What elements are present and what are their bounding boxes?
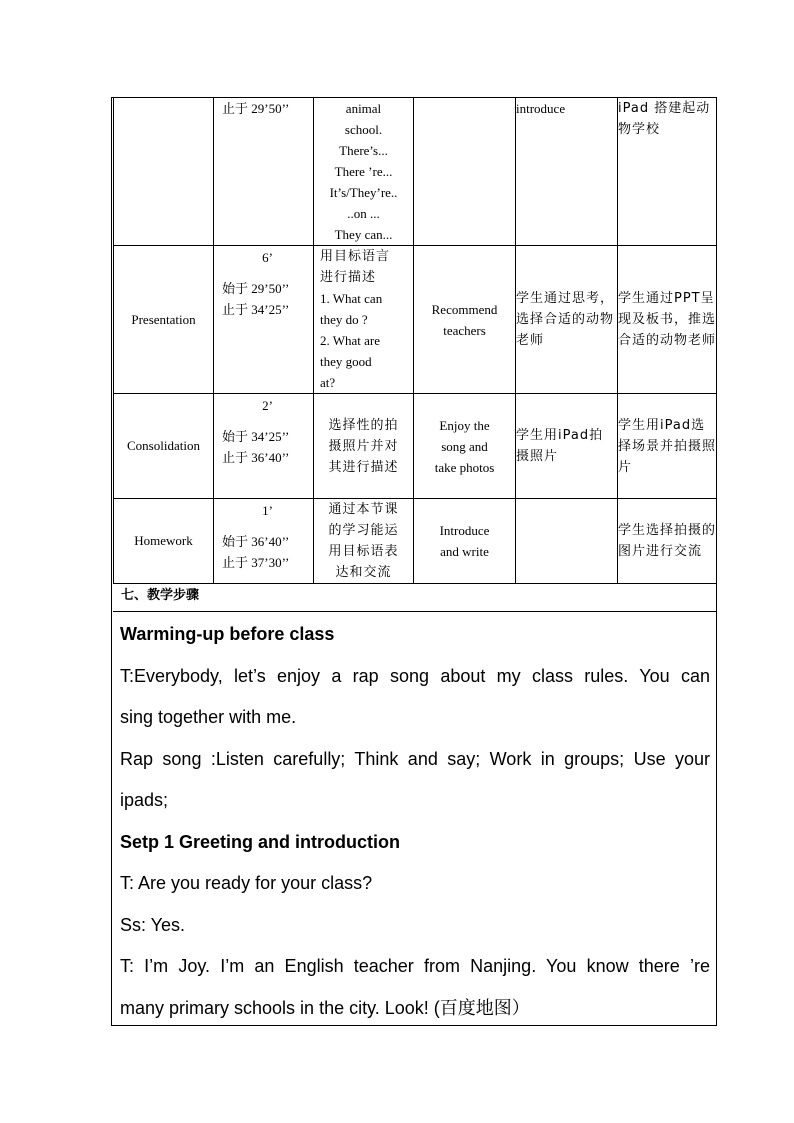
content-cell	[314, 499, 414, 584]
activity-line: song and	[441, 438, 488, 454]
design-intent: 学生用iPad选择场景并拍摄照片	[618, 417, 717, 475]
content-cell	[314, 394, 414, 499]
design-intent-cell	[618, 98, 717, 246]
student-activity-cell	[516, 98, 618, 246]
student-activity-cell	[516, 246, 618, 394]
content-line: 其进行描述	[328, 459, 399, 475]
time-end: 止于 37’30’’	[222, 555, 290, 570]
design-intent-cell	[618, 394, 717, 499]
content-line: 用目标语言	[320, 249, 391, 264]
stage-label: Homework	[134, 533, 193, 548]
time-duration: 2’	[262, 398, 273, 413]
section-title: 七、教学步骤	[113, 580, 716, 612]
content-line: school.	[344, 122, 383, 137]
design-intent-cell	[618, 499, 717, 584]
design-intent: 学生选择拍摄的图片进行交流	[618, 523, 717, 559]
content-line: 达和交流	[335, 565, 392, 580]
design-intent-cell	[618, 246, 717, 394]
step-line: T: Are you ready for your class?	[120, 873, 373, 893]
time-cell	[214, 246, 314, 394]
activity-line: teachers	[443, 322, 486, 338]
time-start: 始于 29’50’’	[222, 281, 290, 296]
student-activity: 学生通过思考，选择合适的动物老师	[516, 291, 615, 348]
content-line: ..on ...	[347, 206, 380, 221]
time-end: 止于 36’40’’	[222, 450, 290, 465]
step-line: Rap song :Listen carefully; Think and say; Work in groups; Use your	[120, 748, 710, 769]
content-line: 用目标语表	[328, 544, 399, 559]
student-activity: introduce	[516, 101, 566, 116]
content-line: 进行描述	[320, 270, 377, 285]
design-intent: iPad 搭建起动物学校	[618, 101, 711, 137]
content-line: at?	[320, 375, 336, 390]
activity-line: Introduce	[439, 523, 490, 538]
stage-cell	[114, 499, 214, 584]
step-line: sing together with me.	[120, 707, 297, 727]
time-end: 止于 34’25’’	[222, 302, 290, 317]
content-cell	[314, 98, 414, 246]
content-line: animal	[345, 101, 382, 116]
student-activity: 学生用iPad拍摄照片	[516, 428, 604, 464]
time-start: 始于 34’25’’	[222, 429, 290, 444]
content-line: they do ?	[320, 312, 368, 327]
activity-line: take photos	[434, 459, 495, 475]
time-duration: 6’	[262, 250, 273, 265]
step-line: T:Everybody, let’s enjoy a rap song about my class rules. You can	[120, 665, 710, 686]
content-line: 1. What can	[320, 291, 383, 306]
stage-label: Consolidation	[127, 438, 200, 453]
content-cell	[314, 246, 414, 394]
teaching-steps	[120, 614, 710, 1029]
time-cell	[214, 499, 314, 584]
content-line: they good	[320, 354, 372, 369]
table-row	[114, 394, 717, 499]
stage-cell	[114, 394, 214, 499]
time-duration: 1’	[262, 503, 273, 518]
time-start: 始于 36’40’’	[222, 534, 290, 549]
content-line: There’s...	[339, 143, 388, 158]
step-line: ipads;	[120, 790, 169, 810]
step-line: Ss: Yes.	[120, 914, 186, 935]
content-line: 选择性的拍	[328, 417, 399, 433]
step-heading: Warming-up before class	[120, 624, 335, 644]
student-activity-cell	[516, 499, 618, 584]
content-line: 通过本节课	[328, 502, 399, 517]
stage-cell	[114, 246, 214, 394]
activity-line: Enjoy the	[439, 417, 490, 433]
stage-cell	[114, 98, 214, 246]
activity-line: Recommend	[431, 301, 498, 317]
table-row	[114, 98, 717, 246]
student-activity-cell	[516, 394, 618, 499]
design-intent: 学生通过PPT呈现及板书，推选合适的动物老师	[618, 291, 717, 348]
table-row	[114, 246, 717, 394]
content-line: 的学习能运	[328, 523, 399, 538]
activity-cell	[414, 394, 516, 499]
table-row	[114, 499, 717, 584]
activity-cell	[414, 246, 516, 394]
lesson-plan-table	[113, 97, 717, 584]
activity-cell	[414, 499, 516, 584]
step-line: many primary schools in the city. Look! (百度地图）	[120, 997, 530, 1018]
step-heading: Setp 1 Greeting and introduction	[120, 831, 401, 852]
time-end: 止于 29’50’’	[222, 101, 290, 116]
step-line: T: I’m Joy. I’m an English teacher from Nanjing. You know there ’re	[120, 956, 710, 976]
content-line: There ’re...	[334, 164, 393, 179]
activity-line: and write	[440, 544, 489, 559]
content-line: 摄照片并对	[328, 438, 399, 454]
time-cell	[214, 394, 314, 499]
activity-cell	[414, 98, 516, 246]
content-line: They can...	[334, 227, 393, 242]
content-line: It’s/They’re..	[329, 185, 398, 200]
content-line: 2. What are	[320, 333, 381, 348]
time-cell	[214, 98, 314, 246]
stage-label: Presentation	[131, 311, 196, 327]
